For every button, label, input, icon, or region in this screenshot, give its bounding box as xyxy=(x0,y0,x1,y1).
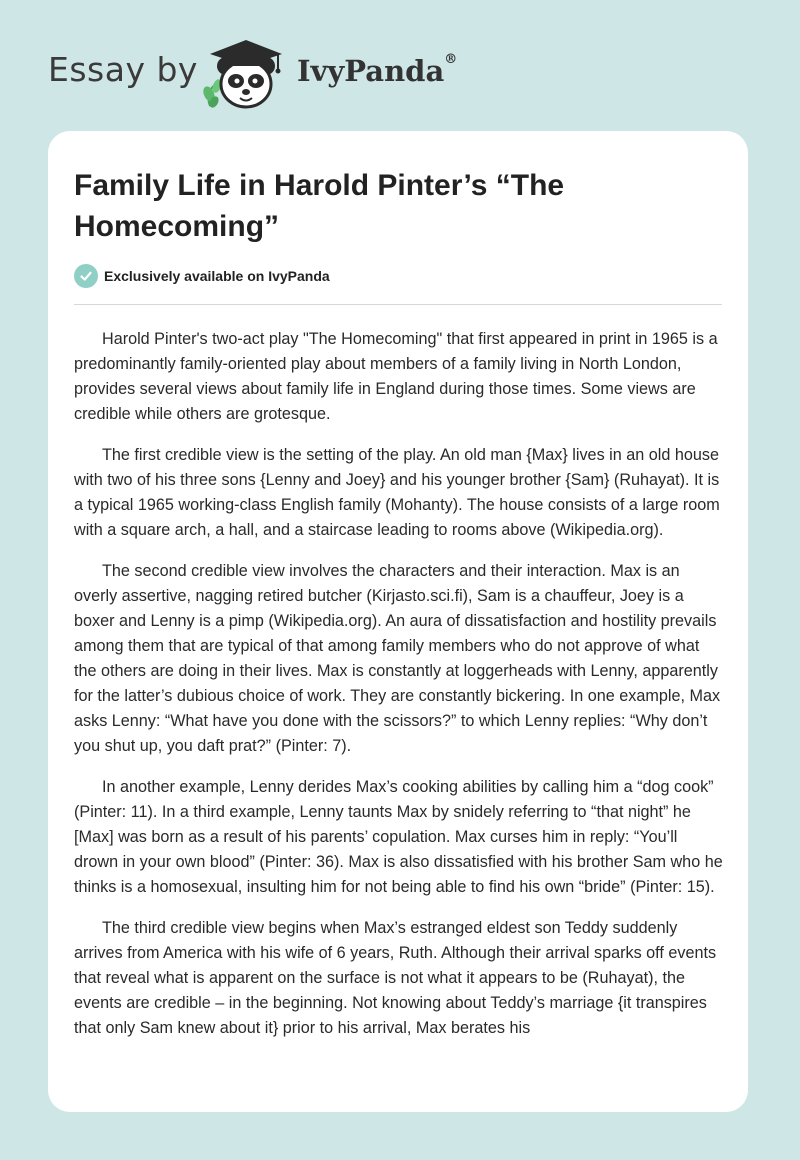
brand-text: IvyPanda xyxy=(297,54,445,88)
essay-card xyxy=(48,131,748,1112)
paragraph: The first credible view is the setting of the play. An old man {Max} lives in an old house with two of his three sons {Lenny and Joey} and his younger brother {Sam} (Ruhayat). It is a typical 1965 working-class English family (Mohanty). The house consists of a large room with a square arch, a hall, and a staircase leading to rooms above (Wikipedia.org). xyxy=(74,446,720,539)
paragraph: The second credible view involves the characters and their interaction. Max is an overly assertive, nagging retired butcher (Kirjasto.sci.fi), Sam is a chauffeur, Joey is a boxer and Lenny is a pimp (Wikipedia.org). An aura of dissatisfaction and hostility prevails among them that are typical of that among family members who do not approve of what the others are doing in their lives. Max is constantly at loggerheads with Lenny, apparently for the latter’s dubious choice of work. They are constantly bickering. In one example, Max asks Lenny: “What have you done with the scissors?” to which Lenny replies: “Why don’t you shut up, you daft prat?” (Pinter: 7). xyxy=(74,562,721,755)
badge-label: Exclusively available on IvyPanda xyxy=(104,268,330,284)
paragraph: The third credible view begins when Max’s estranged eldest son Teddy suddenly arrives from America with his wife of 6 years, Ruth. Although their arrival sparks off events that reveal what is apparent on the surface is not what it appears to be (Ruhayat), the events are credible – in the beginning. Not knowing about Teddy’s marriage {it transpires that only Sam knew about it} prior to his arrival, Max berates his xyxy=(74,919,717,1037)
paragraph: In another example, Lenny derides Max’s cooking abilities by calling him a “dog cook” (Pinter: 11). In a third example, Lenny taunts Max by snidely referring to “that night” he [Max] was born as a result of his parents’ copulation. Max curses him in reply: “You’ll drown in your own blood” (Pinter: 36). Max is also dissatisfied with his brother Sam who he thinks is a homosexual, insulting him for not being able to find his own “bride” (Pinter: 15). xyxy=(74,778,723,896)
essay-body xyxy=(74,327,724,1057)
exclusive-badge xyxy=(74,263,330,289)
check-circle-icon xyxy=(74,264,98,288)
page-title: Family Life in Harold Pinter’s “The Homecoming” xyxy=(74,169,565,243)
site-header xyxy=(0,0,800,130)
essay-by-label: Essay by xyxy=(48,50,198,89)
registered-mark: ® xyxy=(444,52,458,67)
divider xyxy=(74,304,722,305)
panda-graduate-icon xyxy=(200,36,292,112)
paragraph: Harold Pinter's two-act play "The Homecoming" that first appeared in print in 1965 is a predominantly family-oriented play about members of a family living in North London, provides several views about family life in England during those times. Some views are credible while others are grotesque. xyxy=(74,330,718,423)
brand-name[interactable] xyxy=(297,54,457,88)
